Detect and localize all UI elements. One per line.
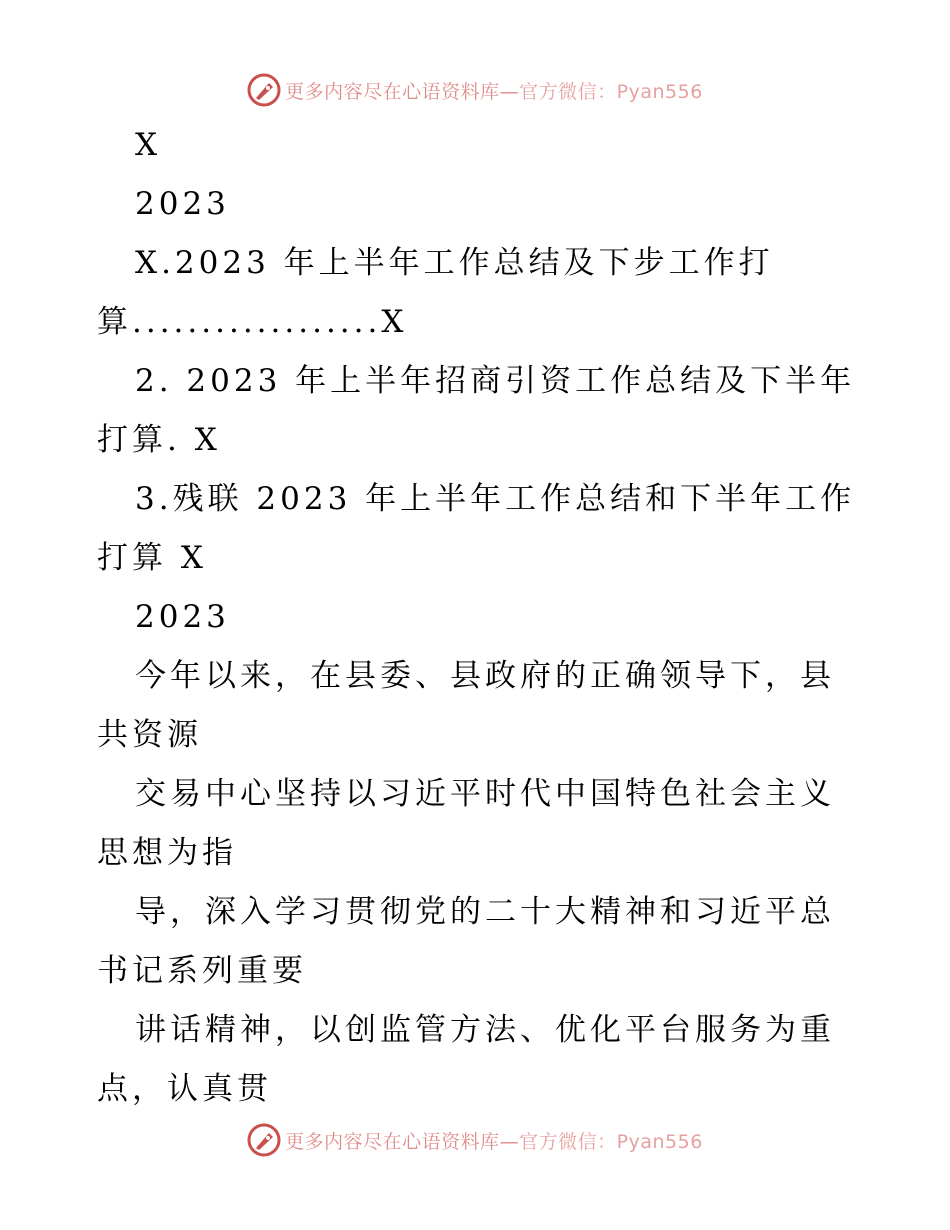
- watermark-contact: 官方微信：Pyan556: [519, 1130, 703, 1153]
- paragraph: 2023: [135, 186, 230, 222]
- watermark-text: [285, 77, 703, 104]
- toc-entry: X.2023 年上半年工作总结及下步工作打算..................X: [97, 245, 774, 340]
- footer-watermark: [0, 1120, 950, 1160]
- watermark-text: [285, 1127, 703, 1154]
- header-watermark: [0, 70, 950, 110]
- document-body: [0, 116, 950, 1119]
- watermark-separator: —: [499, 80, 520, 103]
- watermark-separator: —: [499, 1130, 520, 1153]
- pen-nib-logo-icon: [247, 73, 281, 107]
- paragraph: 导，深入学习贯彻党的二十大精神和习近平总书记系列重要: [97, 894, 835, 989]
- paragraph: 2023: [135, 599, 230, 635]
- toc-entry: 2. 2023 年上半年招商引资工作总结及下半年打算. X: [97, 363, 856, 458]
- pen-nib-logo-icon: [247, 1123, 281, 1157]
- watermark-contact: 官方微信：Pyan556: [519, 80, 703, 103]
- paragraph: 交易中心坚持以习近平时代中国特色社会主义思想为指: [97, 776, 835, 871]
- paragraph: X: [135, 127, 162, 163]
- watermark-main: 更多内容尽在心语资料库: [285, 1130, 500, 1153]
- paragraph: 讲话精神，以创监管方法、优化平台服务为重点，认真贯: [97, 1012, 835, 1107]
- paragraph: 今年以来，在县委、县政府的正确领导下，县共资源: [97, 658, 835, 753]
- toc-entry: 3.残联 2023 年上半年工作总结和下半年工作打算 X: [97, 481, 856, 576]
- watermark-main: 更多内容尽在心语资料库: [285, 80, 500, 103]
